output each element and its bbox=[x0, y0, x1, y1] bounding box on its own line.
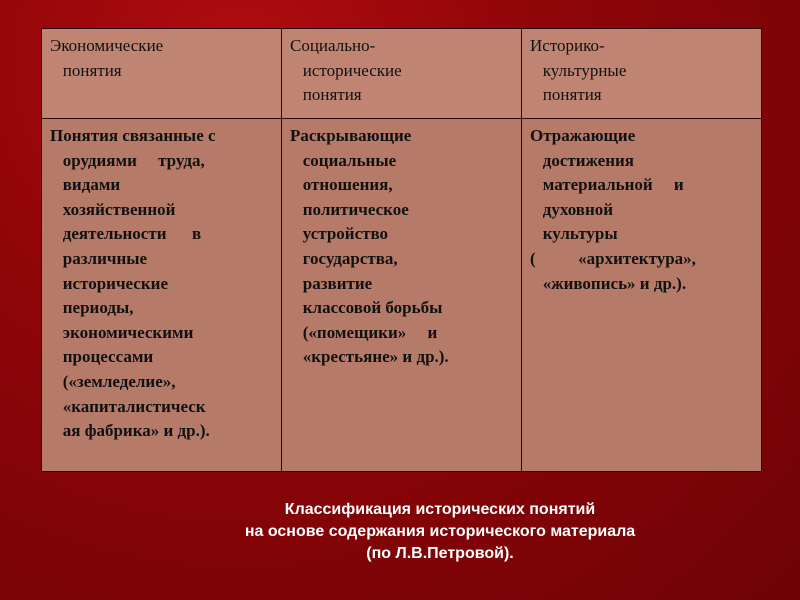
header-cell-economic bbox=[42, 29, 282, 119]
concepts-table bbox=[41, 28, 762, 472]
body-social-historical-text: Раскрывающие социальные отношения, политическое устройство государства, развитие классовой борьбы («помещики» и «крестьяне» и др.). bbox=[290, 126, 449, 367]
body-economic-text: Понятия связанные с орудиями труда, видами хозяйственной деятельности в различные исторические периоды, экономическими процессами («земледелие», «капиталистическ ая фабрика» и др.). bbox=[50, 126, 216, 441]
table-body-row bbox=[42, 119, 762, 472]
header-cell-historical-cultural bbox=[522, 29, 762, 119]
body-cell-economic bbox=[42, 119, 282, 472]
caption-line-1: Классификация исторических понятий bbox=[284, 501, 596, 518]
header-historical-cultural-text: Историко- культурные понятия bbox=[530, 36, 627, 105]
body-historical-cultural-text: Отражающие достижения материальной и духовной культуры ( «архитектура», «живопись» и др.). bbox=[530, 126, 696, 293]
header-social-historical-text: Социально- исторические понятия bbox=[290, 36, 402, 105]
table-header-row bbox=[42, 29, 762, 119]
slide-caption bbox=[140, 499, 740, 565]
caption-line-2: на основе содержания исторического материала bbox=[244, 523, 636, 540]
body-cell-social-historical bbox=[282, 119, 522, 472]
header-cell-social-historical bbox=[282, 29, 522, 119]
caption-line-3: (по Л.В.Петровой). bbox=[366, 545, 514, 562]
header-economic-text: Экономические понятия bbox=[50, 36, 164, 80]
body-cell-historical-cultural bbox=[522, 119, 762, 472]
